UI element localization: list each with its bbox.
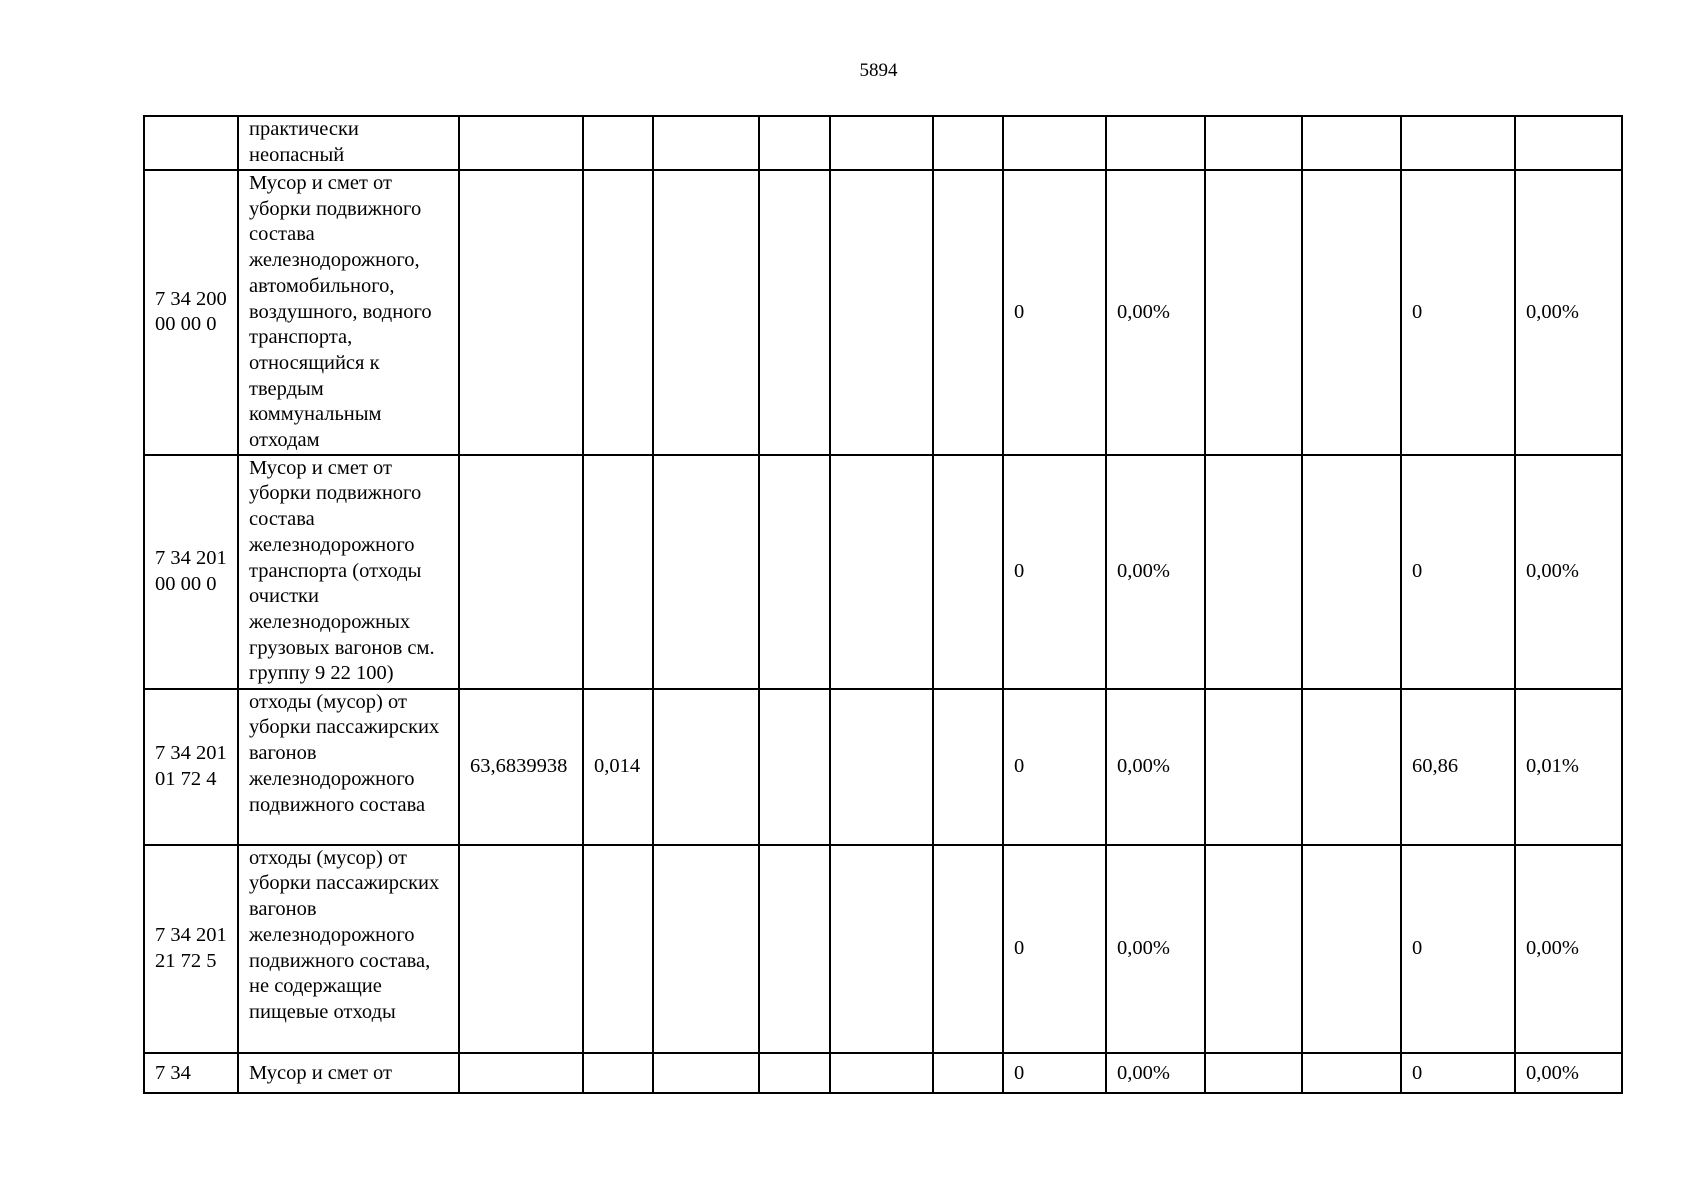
- table-cell: [1205, 116, 1302, 170]
- waste-name-cell: отходы (мусор) от уборки пассажирских вагонов железнодорожного подвижного состава: [238, 689, 459, 845]
- table-row: [144, 1053, 1622, 1093]
- waste-name-cell: Мусор и смет от уборки подвижного состава железнодорожного, автомобильного, воздушного, водного транспорта, относящийся к твердым коммунальным отходам: [238, 170, 459, 455]
- table-cell: [1302, 455, 1401, 689]
- table-cell: [653, 689, 759, 845]
- table-cell: 0: [1003, 455, 1106, 689]
- table-cell: [759, 689, 830, 845]
- table-cell: [583, 455, 653, 689]
- table-cell: [459, 1053, 583, 1093]
- table-cell: 0: [1401, 170, 1515, 455]
- table-cell: [830, 689, 933, 845]
- waste-code-cell: 7 34 201 01 72 4: [144, 689, 238, 845]
- table-cell: [1515, 116, 1622, 170]
- waste-name-cell: практически неопасный: [238, 116, 459, 170]
- page-number: 5894: [859, 60, 898, 81]
- waste-code-cell: 7 34 201 00 00 0: [144, 455, 238, 689]
- table-row: [144, 170, 1622, 455]
- table-cell: [933, 689, 1003, 845]
- table-cell: [1003, 116, 1106, 170]
- table-cell: 0,00%: [1515, 455, 1622, 689]
- table-cell: [759, 455, 830, 689]
- table-cell: [830, 170, 933, 455]
- table-cell: [583, 1053, 653, 1093]
- table-cell: [830, 116, 933, 170]
- table-cell: [583, 845, 653, 1053]
- table-cell: [583, 116, 653, 170]
- table-cell: [459, 455, 583, 689]
- table-cell: 60,86: [1401, 689, 1515, 845]
- table-cell: [653, 845, 759, 1053]
- table-cell: 0,00%: [1106, 845, 1205, 1053]
- table-cell: 0: [1401, 845, 1515, 1053]
- table-cell: [933, 845, 1003, 1053]
- table-cell: [459, 170, 583, 455]
- table-cell: [653, 1053, 759, 1093]
- waste-code-cell: 7 34 201 21 72 5: [144, 845, 238, 1053]
- table-row: [144, 455, 1622, 689]
- table-cell: 0,00%: [1106, 455, 1205, 689]
- table-cell: [1205, 455, 1302, 689]
- table-cell: 0,00%: [1106, 170, 1205, 455]
- table-cell: [653, 116, 759, 170]
- table-cell: [759, 116, 830, 170]
- table-cell: [1302, 1053, 1401, 1093]
- table-cell: 63,6839938: [459, 689, 583, 845]
- table-cell: [653, 170, 759, 455]
- table-cell: [1205, 689, 1302, 845]
- table-cell: [1401, 116, 1515, 170]
- table-cell: [830, 455, 933, 689]
- table-cell: 0: [1003, 845, 1106, 1053]
- table-cell: 0: [1003, 170, 1106, 455]
- waste-inventory-table: [143, 115, 1623, 1094]
- table-cell: 0: [1401, 455, 1515, 689]
- table-cell: [759, 170, 830, 455]
- table-cell: [653, 455, 759, 689]
- table-cell: [1302, 845, 1401, 1053]
- table-cell: [1302, 116, 1401, 170]
- table-cell: [459, 116, 583, 170]
- table-cell: [830, 845, 933, 1053]
- table-cell: [759, 1053, 830, 1093]
- table-row: [144, 116, 1622, 170]
- table-cell: [759, 845, 830, 1053]
- table-cell: [933, 1053, 1003, 1093]
- table-cell: 0,014: [583, 689, 653, 845]
- table-cell: [1302, 170, 1401, 455]
- waste-name-cell: Мусор и смет от уборки подвижного состава железнодорожного транспорта (отходы очистки железнодорожных грузовых вагонов см. группу 9 22 100): [238, 455, 459, 689]
- table-row: [144, 845, 1622, 1053]
- table-cell: 0: [1401, 1053, 1515, 1093]
- table-cell: 0,00%: [1106, 1053, 1205, 1093]
- waste-name-cell: Мусор и смет от: [238, 1053, 459, 1093]
- table-cell: [583, 170, 653, 455]
- waste-code-cell: [144, 116, 238, 170]
- table-cell: [1205, 170, 1302, 455]
- table-cell: 0,00%: [1515, 1053, 1622, 1093]
- waste-name-cell: отходы (мусор) от уборки пассажирских вагонов железнодорожного подвижного состава, не содержащие пищевые отходы: [238, 845, 459, 1053]
- table-cell: [1302, 689, 1401, 845]
- table-cell: 0,00%: [1515, 845, 1622, 1053]
- table-cell: [933, 455, 1003, 689]
- table-row: [144, 689, 1622, 845]
- waste-code-cell: 7 34: [144, 1053, 238, 1093]
- table-cell: [830, 1053, 933, 1093]
- table-cell: 0,01%: [1515, 689, 1622, 845]
- table-cell: 0: [1003, 1053, 1106, 1093]
- table-cell: [1106, 116, 1205, 170]
- table-cell: 0,00%: [1515, 170, 1622, 455]
- table-cell: [1205, 1053, 1302, 1093]
- table-cell: [459, 845, 583, 1053]
- table-cell: 0,00%: [1106, 689, 1205, 845]
- table-cell: 0: [1003, 689, 1106, 845]
- table-cell: [933, 170, 1003, 455]
- table-cell: [1205, 845, 1302, 1053]
- waste-code-cell: 7 34 200 00 00 0: [144, 170, 238, 455]
- table-cell: [933, 116, 1003, 170]
